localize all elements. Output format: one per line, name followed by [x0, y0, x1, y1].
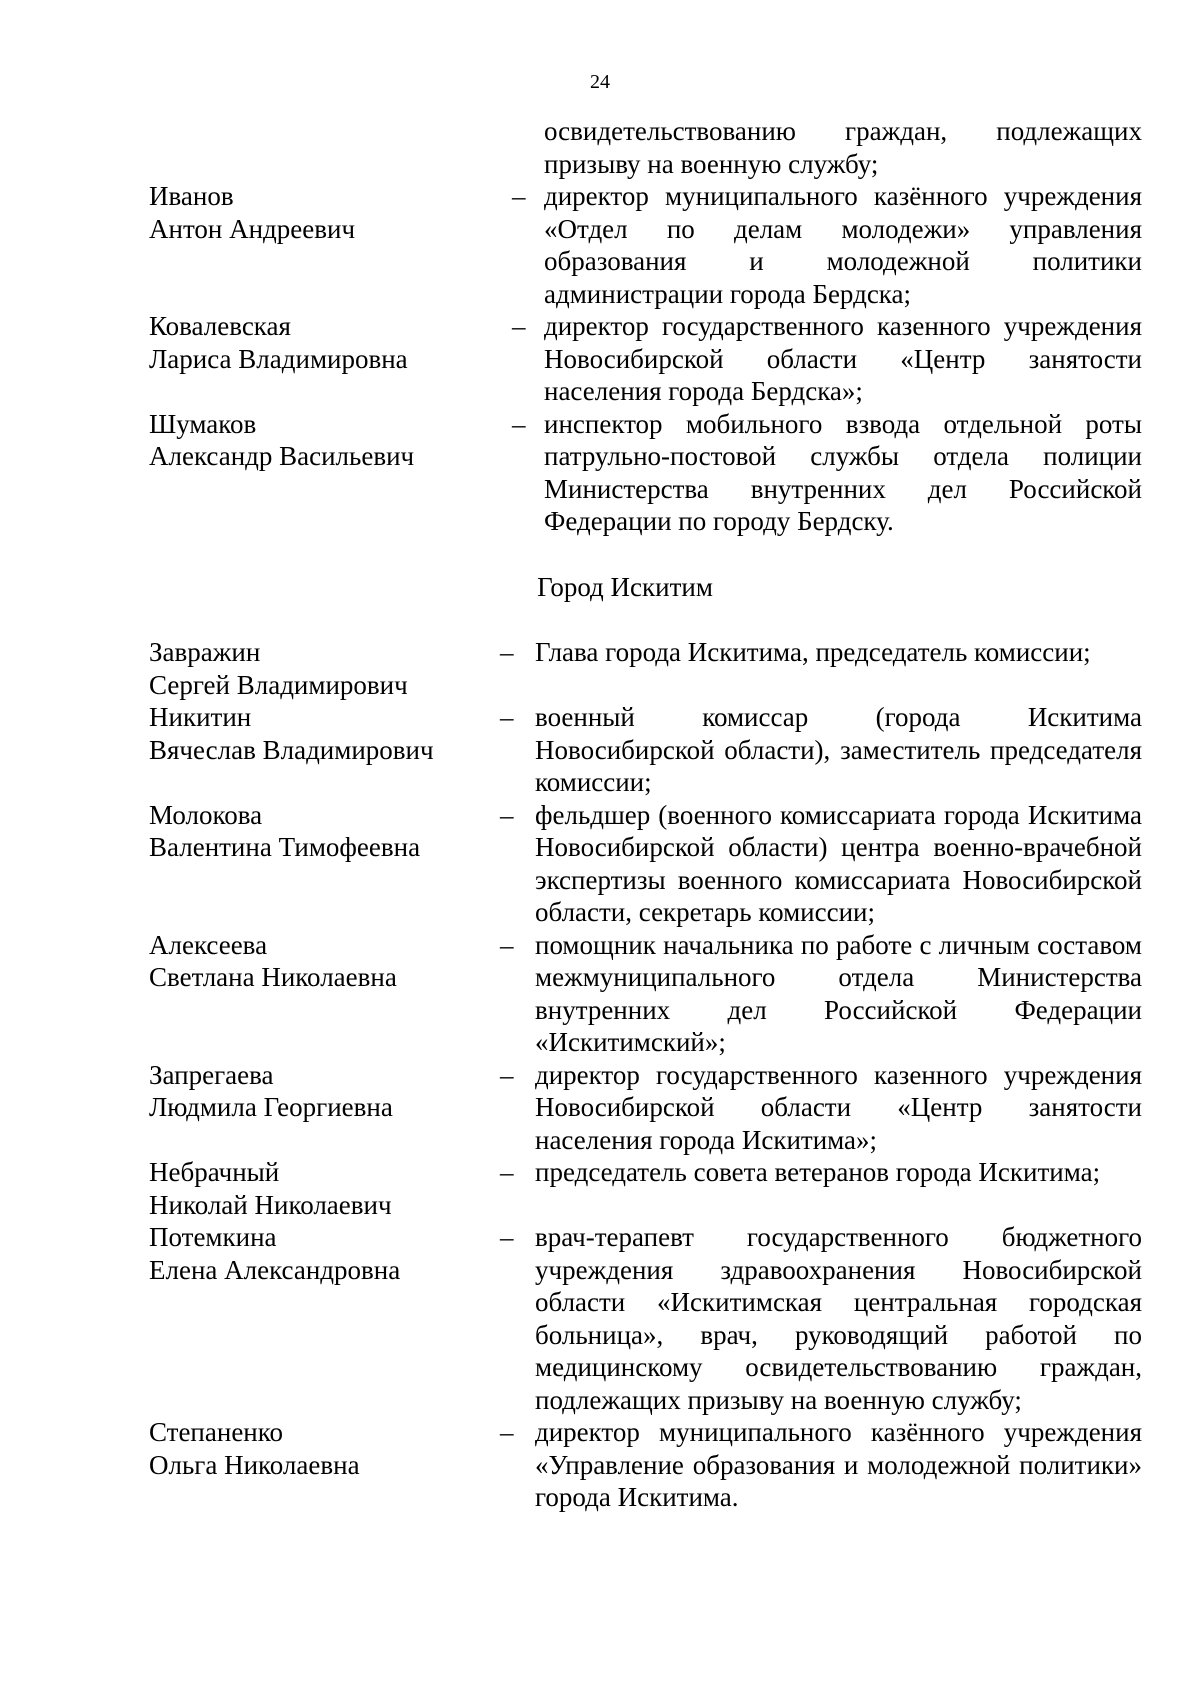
member-description: Глава города Искитима, председатель комиссии;: [535, 637, 1091, 667]
dash-separator: –: [500, 1059, 514, 1090]
member-name: [149, 1221, 499, 1286]
member-surname: Никитин: [149, 702, 252, 732]
dash-separator: –: [500, 702, 514, 732]
member-surname: Алексеева: [149, 929, 268, 960]
member-description: врач-терапевт государственного бюджетного учреждения здравоохранения Новосибирской области «Искитимская центральная городская больница», врач, руководящий работой по медицинскому освидетельствованию граждан, подлежащих призыву на военную службу;: [535, 1222, 1142, 1415]
member-name: [149, 180, 499, 245]
member-given-names: Елена Александровна: [149, 1254, 401, 1285]
member-description: директор государственного казенного учреждения Новосибирской области «Центр занятости населения города Искитима»;: [535, 1059, 1142, 1155]
member-description: директор муниципального казённого учреждения «Отдел по делам молодежи» управления образования и молодежной политики администрации города Бердска;: [544, 181, 1142, 309]
dash-separator: –: [512, 181, 526, 211]
dash-separator: –: [500, 1417, 514, 1447]
member-description: инспектор мобильного взвода отдельной роты патрульно-постовой службы отдела полиции Министерства внутренних дел Российской Федерации по городу Бердску.: [544, 408, 1142, 536]
member-surname: Шумаков: [149, 408, 257, 439]
member-entry: [0, 929, 1200, 1059]
berdsk-members-list: [0, 115, 1200, 538]
member-name: [149, 701, 499, 766]
member-name: [149, 1156, 499, 1221]
member-entry: [0, 1059, 1200, 1157]
member-name: [149, 1416, 499, 1481]
member-surname: Ковалевская: [149, 311, 291, 341]
member-given-names: Александр Васильевич: [149, 441, 415, 471]
dash-separator: –: [512, 311, 526, 341]
member-surname: Молокова: [149, 799, 263, 830]
member-given-names: Вячеслав Владимирович: [149, 734, 434, 765]
member-description: помощник начальника по работе с личным составом межмуниципального отдела Министерства внутренних дел Российской Федерации «Искитимский»;: [535, 929, 1142, 1057]
member-surname: Потемкина: [149, 1222, 277, 1252]
member-name: [149, 408, 499, 473]
member-name: [149, 310, 499, 375]
member-entry: [0, 1156, 1200, 1221]
member-entry: [0, 636, 1200, 701]
member-given-names: Людмила Георгиевна: [149, 1092, 393, 1122]
member-surname: Завражин: [149, 637, 261, 667]
member-description: фельдшер (военного комиссариата города Искитима Новосибирской области) центра военно-врачебной экспертизы военного комиссариата Новосибирской области, секретарь комиссии;: [535, 799, 1142, 927]
member-entry: [0, 180, 1200, 310]
member-surname: Запрегаева: [149, 1059, 274, 1090]
continuation-entry: [0, 115, 1200, 180]
member-entry: [0, 1221, 1200, 1416]
member-given-names: Валентина Тимофеевна: [149, 832, 421, 862]
dash-separator: –: [512, 408, 526, 439]
member-description: военный комиссар (города Искитима Новосибирской области), заместитель председателя комиссии;: [535, 702, 1142, 797]
member-entry: [0, 701, 1200, 799]
member-given-names: Ольга Николаевна: [149, 1449, 360, 1480]
member-description: председатель совета ветеранов города Искитима;: [535, 1157, 1101, 1187]
member-entry: [0, 408, 1200, 538]
member-entry: [0, 1416, 1200, 1514]
continuation-description: освидетельствованию граждан, подлежащих призыву на военную службу;: [544, 116, 1142, 179]
member-given-names: Сергей Владимирович: [149, 669, 408, 700]
iskitim-members-list: [0, 636, 1200, 1514]
member-name: [149, 799, 499, 864]
member-given-names: Николай Николаевич: [149, 1189, 392, 1220]
member-surname: Небрачный: [149, 1157, 280, 1187]
member-description: директор государственного казенного учреждения Новосибирской области «Центр занятости населения города Бердска»;: [544, 311, 1142, 406]
member-surname: Степаненко: [149, 1417, 283, 1447]
member-description: директор муниципального казённого учреждения «Управление образования и молодежной политики» города Искитима.: [535, 1417, 1142, 1512]
member-entry: [0, 310, 1200, 408]
dash-separator: –: [500, 637, 514, 667]
dash-separator: –: [500, 1157, 514, 1187]
page-number: 24: [590, 71, 610, 93]
member-entry: [0, 799, 1200, 929]
dash-separator: –: [500, 929, 514, 960]
member-given-names: Антон Андреевич: [149, 213, 356, 244]
member-name: [149, 1059, 499, 1124]
dash-separator: –: [500, 799, 514, 830]
member-given-names: Лариса Владимировна: [149, 343, 408, 374]
dash-separator: –: [500, 1222, 514, 1252]
member-name: [149, 929, 499, 994]
member-given-names: Светлана Николаевна: [149, 962, 397, 992]
member-name: [149, 636, 499, 701]
member-surname: Иванов: [149, 181, 234, 211]
section-title: Город Искитим: [537, 572, 713, 602]
